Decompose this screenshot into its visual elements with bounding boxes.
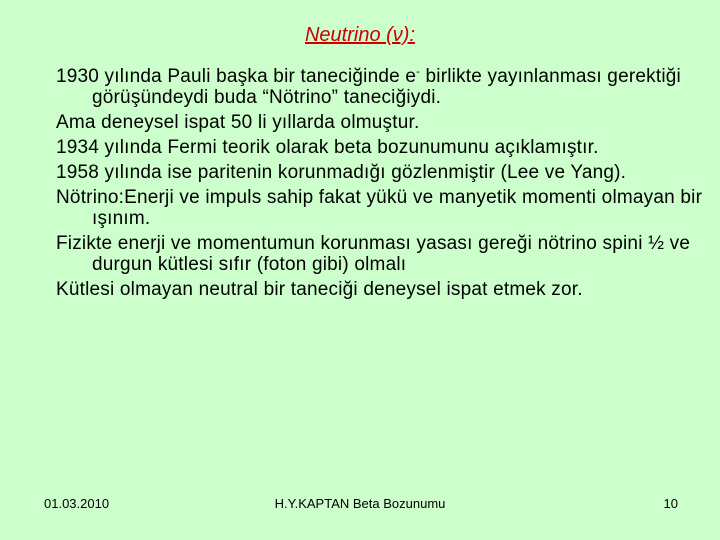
paragraph-experimental-proof: Ama deneysel ispat 50 li yıllarda olmuştur. [56,112,420,133]
paragraph-pauli-text-rest: birlikte yayınlanması gerektiği görüşündeydi buda “Nötrino” taneciğiydi. [92,66,681,108]
slide-body [56,66,706,304]
paragraph-neutrino-definition: Nötrino:Enerji ve impuls sahip fakat yükü ve manyetik momenti olmayan bir ışınım. [56,187,703,229]
paragraph-pauli-text: 1930 yılında Pauli başka bir taneciğinde e [56,66,417,87]
footer-page-number: 10 [663,496,678,511]
paragraph-fermi: 1934 yılında Fermi teorik olarak beta bozunumunu açıklamıştır. [56,137,599,158]
paragraph-conservation: Fizikte enerji ve momentumun korunması yasası gereği nötrino spini ½ ve durgun kütlesi sıfır (foton gibi) olmalı [56,233,691,275]
paragraph-pauli [56,66,706,108]
footer-author-topic: H.Y.KAPTAN Beta Bozunumu [274,496,446,511]
paragraph-parity: 1958 yılında ise paritenin korunmadığı gözlenmiştir (Lee ve Yang). [56,162,627,183]
footer-date: 01.03.2010 [44,496,110,511]
slide-title: Neutrino (ν): [304,24,416,46]
electron-charge-superscript: - [416,66,421,78]
paragraph-massless: Kütlesi olmayan neutral bir taneciği deneysel ispat etmek zor. [56,279,583,300]
